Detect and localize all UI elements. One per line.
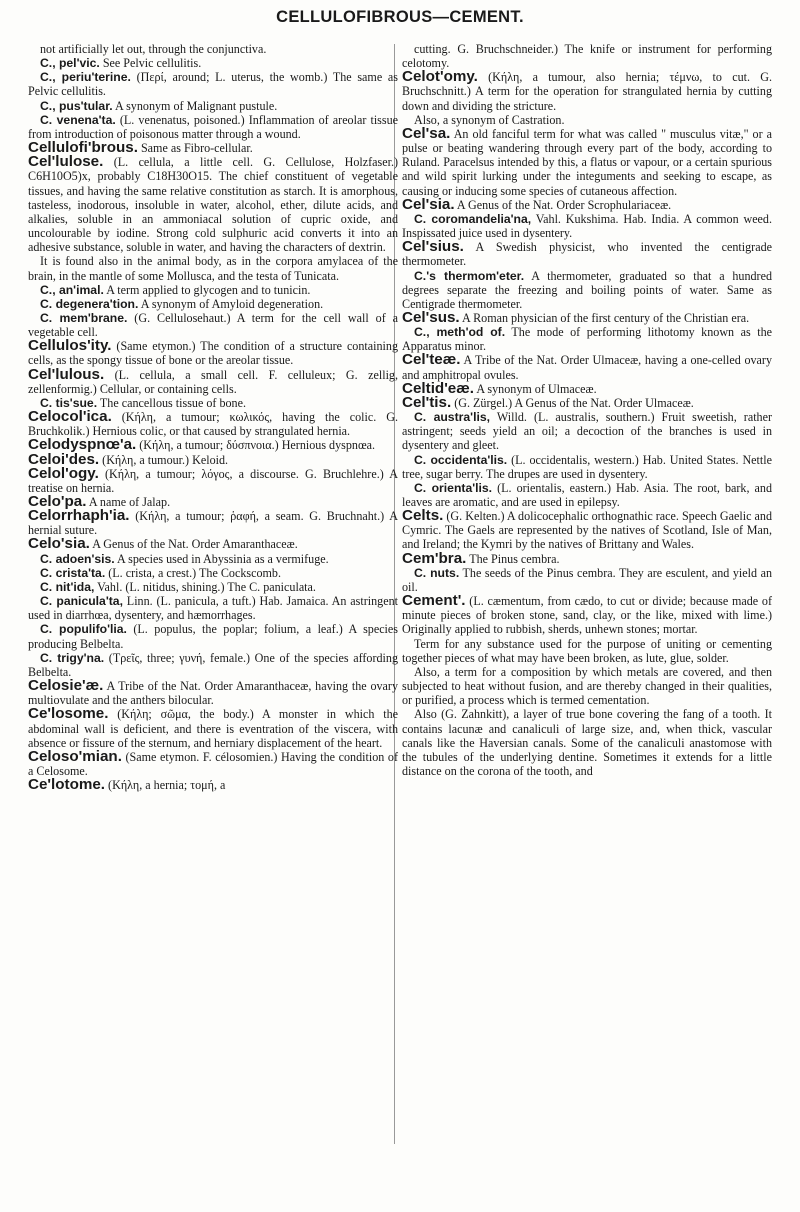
dictionary-entry xyxy=(402,124,772,198)
entry-definition: The Pinus cembra. xyxy=(466,551,560,566)
dictionary-entry xyxy=(402,195,772,213)
entry-headword: Cel'lulose. xyxy=(28,153,104,171)
entry-definition: (L. populus, the poplar; folium, a leaf.) A species producing Belbelta. xyxy=(28,622,398,651)
entry-definition: Willd. (L. australis, southern.) Fruit sweetish, rather astringent; seeds yield an oil; a decoction of the branches is used in dysentery and gleet. xyxy=(402,410,772,453)
dictionary-entry xyxy=(28,155,398,254)
entry-headword: Celosie'æ. xyxy=(28,677,104,695)
dictionary-entry xyxy=(28,464,398,495)
dictionary-entry xyxy=(28,651,398,679)
dictionary-entry xyxy=(28,311,398,339)
entry-definition: A species used in Abyssinia as a vermifuge. xyxy=(114,551,329,566)
entry-headword: C. adoen'sis. xyxy=(40,551,115,566)
entry-definition: (G. Kelten.) A dolicocephalic orthognathic race. Speech Gaelic and Cymric. The Gaels are represented by the natives of Scotland, Isle of Man, and Ireland; the Kymri by the natives of Brittany and Wales. xyxy=(402,509,772,552)
dictionary-entry xyxy=(28,580,398,594)
entry-definition: A Genus of the Nat. Order Scrophulariaceæ. xyxy=(454,197,672,212)
entry-headword: C., pus'tular. xyxy=(40,98,113,113)
dictionary-entry xyxy=(402,308,772,326)
entry-headword: C. venena'ta. xyxy=(40,112,116,127)
entry-headword: Celodyspnœ'a. xyxy=(28,436,137,454)
dictionary-entry xyxy=(28,254,398,282)
entry-headword: C. mem'brane. xyxy=(40,310,128,325)
entry-headword: C. orienta'lis. xyxy=(414,480,493,495)
dictionary-entry xyxy=(28,283,398,297)
dictionary-entry xyxy=(28,56,398,70)
dictionary-entry xyxy=(28,509,398,537)
dictionary-entry xyxy=(402,549,772,567)
entry-definition: An old fanciful term for what was called " musculus vitæ," or a pulse or beating wandering through every part of the body, according to Ruland. Paracelsus intended by this, a flatus or vapour, or a certain spurious and wild spirit lurking under the integuments and seeking to escape, as causing or inducing some species of cutaneous affection. xyxy=(402,126,772,198)
entry-headword: C. trigy'na. xyxy=(40,650,105,665)
entry-definition: The cancellous tissue of bone. xyxy=(97,395,246,410)
dictionary-entry xyxy=(28,537,398,551)
entry-definition: A name of Jalap. xyxy=(86,495,171,509)
dictionary-entry xyxy=(402,113,772,127)
dictionary-entry xyxy=(28,747,398,778)
entry-headword: Celo'pa. xyxy=(28,493,87,510)
entry-headword: C. populifo'lia. xyxy=(40,622,127,637)
dictionary-entry xyxy=(28,566,398,580)
dictionary-entry xyxy=(402,453,772,481)
entry-definition: Linn. (L. panicula, a tuft.) Hab. Jamaica. An astringent used in diarrhœa, dysentery, and hæmorrhages. xyxy=(28,594,398,623)
dictionary-entry xyxy=(28,707,398,749)
dictionary-entry xyxy=(28,70,398,98)
dictionary-entry xyxy=(402,665,772,707)
entry-headword: Ce'losome. xyxy=(28,705,109,723)
dictionary-entry xyxy=(402,42,772,70)
entry-definition: A Genus of the Nat. Order Amaranthaceæ. xyxy=(89,537,298,552)
left-column xyxy=(28,42,398,792)
entry-definition: A synonym of Ulmaceæ. xyxy=(473,381,597,396)
entry-headword: Celo'sia. xyxy=(28,535,90,553)
entry-headword: C., periu'terine. xyxy=(40,70,131,85)
entry-definition: (Τρεῖς, three; γυνή, female.) One of the species affording Belbelta. xyxy=(28,650,398,679)
entry-headword: Celocol'ica. xyxy=(28,408,112,426)
entry-definition: cutting. G. Bruchschneider.) The knife or instrument for performing celotomy. xyxy=(402,42,772,71)
running-header: CELLULOFIBROUS—CEMENT. xyxy=(276,8,524,26)
dictionary-entry xyxy=(28,297,398,311)
entry-headword: Celol'ogy. xyxy=(28,464,99,482)
dictionary-entry xyxy=(402,566,772,594)
entry-definition: Also, a synonym of Castration. xyxy=(414,112,565,127)
entry-definition: (Κήλη, a tumour, also hernia; τέμνω, to cut. G. Bruchschnitt.) A term for the operation for strangulated hernia by cutting down and dividing the stricture. xyxy=(402,70,772,113)
entry-headword: C. degenera'tion. xyxy=(40,296,139,311)
entry-definition: (Same etymon. F. célosomien.) Having the condition of a Celosome. xyxy=(28,749,398,778)
dictionary-entry xyxy=(28,622,398,650)
entry-definition: A Swedish physicist, who invented the centigrade thermometer. xyxy=(402,240,772,269)
entry-definition: (Κήλη, a tumour.) Keloid. xyxy=(99,452,229,467)
entry-headword: C. nit'ida, xyxy=(40,579,95,594)
dictionary-entry xyxy=(402,325,772,353)
entry-definition: Same as Fibro-cellular. xyxy=(137,141,253,156)
entry-definition: A Tribe of the Nat. Order Ulmaceæ, having a one-celled ovary and amphitropal ovules. xyxy=(402,353,772,382)
dictionary-entry xyxy=(28,679,398,707)
dictionary-entry xyxy=(402,70,772,112)
entry-headword: C., pel'vic. xyxy=(40,56,100,71)
entry-definition: not artificially let out, through the conjunctiva. xyxy=(40,42,267,56)
entry-headword: Cel'sus. xyxy=(402,308,460,326)
entry-headword: Cel'lulous. xyxy=(28,365,105,383)
dictionary-entry xyxy=(402,594,772,636)
dictionary-entry xyxy=(28,42,398,56)
dictionary-entry xyxy=(402,353,772,381)
entry-definition: (Same etymon.) The condition of a structure containing cells, as the spongy tissue of bone or the areolar tissue. xyxy=(28,339,398,368)
entry-headword: Cel'sia. xyxy=(402,195,455,213)
entry-definition: Term for any substance used for the purpose of uniting or cementing together pieces of what may have been broken, as lute, glue, solder. xyxy=(402,636,772,665)
entry-headword: Celorrhaph'ia. xyxy=(28,507,130,525)
entry-headword: C. coromandelia'na, xyxy=(414,211,532,226)
dictionary-entry xyxy=(28,410,398,438)
entry-headword: Celoso'mian. xyxy=(28,747,122,765)
entry-definition: (L. orientalis, eastern.) Hab. Asia. The root, bark, and leaves are aromatic, and are used in epilepsy. xyxy=(402,480,773,509)
entry-headword: C. nuts. xyxy=(414,565,460,580)
entry-definition: (L. cæmentum, from cædo, to cut or divide; because made of minute pieces of broken stone, sand, clay, or the like, mixed with lime.) Originally applied to rubbish, sherds, unhewn stones; mortar. xyxy=(402,594,772,637)
dictionary-entry xyxy=(402,637,772,665)
entry-definition: A thermometer, graduated so that a hundred degrees separate the freezing and boiling points of water. Same as Centigrade thermometer. xyxy=(402,268,772,311)
entry-headword: Celts. xyxy=(402,507,444,525)
dictionary-entry xyxy=(402,707,772,778)
entry-definition: Vahl. Kukshima. Hab. India. A common weed. Inspissated juice used in dysentery. xyxy=(402,211,772,241)
dictionary-entry xyxy=(402,240,772,268)
entry-definition: (L. occidentalis, western.) Hab. United States. Nettle tree, sugar berry. The drupes are used in dysentery. xyxy=(402,452,772,481)
dictionary-entry xyxy=(402,481,772,509)
dictionary-entry xyxy=(402,410,772,452)
entry-headword: C.'s thermom'eter. xyxy=(414,268,525,283)
dictionary-entry xyxy=(28,778,398,792)
dictionary-entry xyxy=(402,212,772,240)
entry-headword: C., meth'od of. xyxy=(414,325,506,340)
entry-definition: (Κήλη, a tumour; ῥαφή, a seam. G. Bruchnaht.) A hernial suture. xyxy=(28,509,398,538)
dictionary-entry xyxy=(402,379,772,397)
entry-definition: (Κήλη; σῶμα, the body.) A monster in which the abdominal wall is deficient, and there is eventration of the viscera, with absence or fissure of the sternum, and herniary displacement of the heart. xyxy=(28,707,398,750)
dictionary-entry xyxy=(28,594,398,622)
entry-definition: (G. Cellulosehaut.) A term for the cell wall of a vegetable cell. xyxy=(28,310,398,340)
entry-definition: (Περί, around; L. uterus, the womb.) The same as Pelvic cellulitis. xyxy=(28,70,398,99)
entry-definition: A term applied to glycogen and to tunicin. xyxy=(103,282,311,297)
entry-headword: Celtid'eæ. xyxy=(402,379,474,397)
entry-headword: Cellulos'ity. xyxy=(28,337,112,355)
dictionary-entry xyxy=(28,339,398,367)
entry-definition: A Tribe of the Nat. Order Amaranthaceæ, having the ovary multiovulate and the anthers bilocular. xyxy=(28,679,398,708)
entry-definition: The seeds of the Pinus cembra. They are esculent, and yield an oil. xyxy=(402,565,772,594)
entry-headword: Celot'omy. xyxy=(402,68,478,86)
entry-definition: (L. cellula, a small cell. F. celluleux; G. zellig, zellenformig.) Cellular, or containing cells. xyxy=(28,367,398,396)
entry-headword: C. panicula'ta, xyxy=(40,594,123,609)
entry-definition: Also, a term for a composition by which metals are covered, and then subjected to heat without fusion, and are thereby changed in their qualities, or purified, a process which is termed cementation. xyxy=(402,664,772,708)
dictionary-entry xyxy=(28,552,398,566)
entry-headword: Ce'lotome. xyxy=(28,776,106,794)
entry-definition: (L. venenatus, poisoned.) Inflammation of areolar tissue from introduction of poisonous matter through a wound. xyxy=(28,112,399,141)
dictionary-entry xyxy=(28,365,398,396)
entry-headword: C. occidenta'lis. xyxy=(414,452,508,467)
entry-definition: See Pelvic cellulitis. xyxy=(99,56,202,71)
entry-definition: (L. cellula, a little cell. G. Cellulose, Holzfaser.) C6H10O5)x, probably C18H30O15. The chief constituent of vegetable tissues, and having the same relative constitution as starch. It is amorphous, tasteless, inodorous, insoluble in water, alcohol, ether, dilute acids, and alkalies, soluble in an ammoniacal solution of cupric oxide, and uncolourable by iodine. Strong cold sulphuric acid converts it into an adhesive substance, soluble in water, and having the characters of dextrin. xyxy=(28,155,398,255)
entry-headword: C., an'imal. xyxy=(40,282,104,297)
entry-definition: A Roman physician of the first century of the Christian era. xyxy=(459,310,750,325)
dictionary-entry xyxy=(402,393,772,411)
dictionary-entry xyxy=(28,99,398,113)
entry-headword: Cel'teæ. xyxy=(402,351,461,369)
entry-definition: (L. crista, a crest.) The Cockscomb. xyxy=(105,565,281,580)
entry-headword: C. austra'lis, xyxy=(414,410,491,425)
entry-definition: (Κήλη, a tumour; κωλικός, having the colic. G. Bruchkolik.) Hernious colic, or that caused by strangulated hernia. xyxy=(28,410,398,439)
dictionary-entry xyxy=(402,269,772,311)
entry-headword: Cement'. xyxy=(402,592,466,610)
entry-headword: Celoi'des. xyxy=(28,450,100,468)
entry-definition: (Κήλη, a hernia; τομή, a xyxy=(105,778,226,793)
entry-definition: (Κήλη, a tumour; δύσπνοια.) Hernious dyspnœa. xyxy=(136,438,376,453)
entry-headword: Cellulofi'brous. xyxy=(28,139,138,157)
entry-headword: Cel'sius. xyxy=(402,238,464,256)
entry-definition: Also (G. Zahnkitt), a layer of true bone covering the fang of a tooth. It contains lacunæ and canaliculi of large size, and, when thick, vascular canals like the Haversian canals. Some of the canaliculi anastomose with the tubules of the underlying dentine. Sometimes it extends for a little distance on the corona of the tooth, and xyxy=(402,707,772,778)
dictionary-entry xyxy=(28,113,398,141)
entry-headword: Cel'tis. xyxy=(402,393,452,411)
entry-definition: A synonym of Amyloid degeneration. xyxy=(138,296,324,311)
entry-definition: (G. Zürgel.) A Genus of the Nat. Order Ulmaceæ. xyxy=(451,395,694,410)
entry-definition: It is found also in the animal body, as in the corpora amylacea of the brain, in the mantle of some Mollusca, and the testa of Tunicata. xyxy=(28,254,398,283)
dictionary-entry xyxy=(402,509,772,551)
entry-definition: The mode of performing lithotomy known as the Apparatus minor. xyxy=(402,325,772,354)
entry-definition: (Κήλη, a tumour; λόγος, a discourse. G. Bruchlehre.) A treatise on hernia. xyxy=(28,466,398,495)
entry-definition: Vahl. (L. nitidus, shining.) The C. paniculata. xyxy=(94,579,316,594)
entry-definition: A synonym of Malignant pustule. xyxy=(112,98,278,113)
entry-headword: Cem'bra. xyxy=(402,549,467,567)
right-column xyxy=(402,42,772,778)
entry-headword: Cel'sa. xyxy=(402,124,451,142)
entry-headword: C. tis'sue. xyxy=(40,395,98,410)
entry-headword: C. crista'ta. xyxy=(40,565,106,580)
